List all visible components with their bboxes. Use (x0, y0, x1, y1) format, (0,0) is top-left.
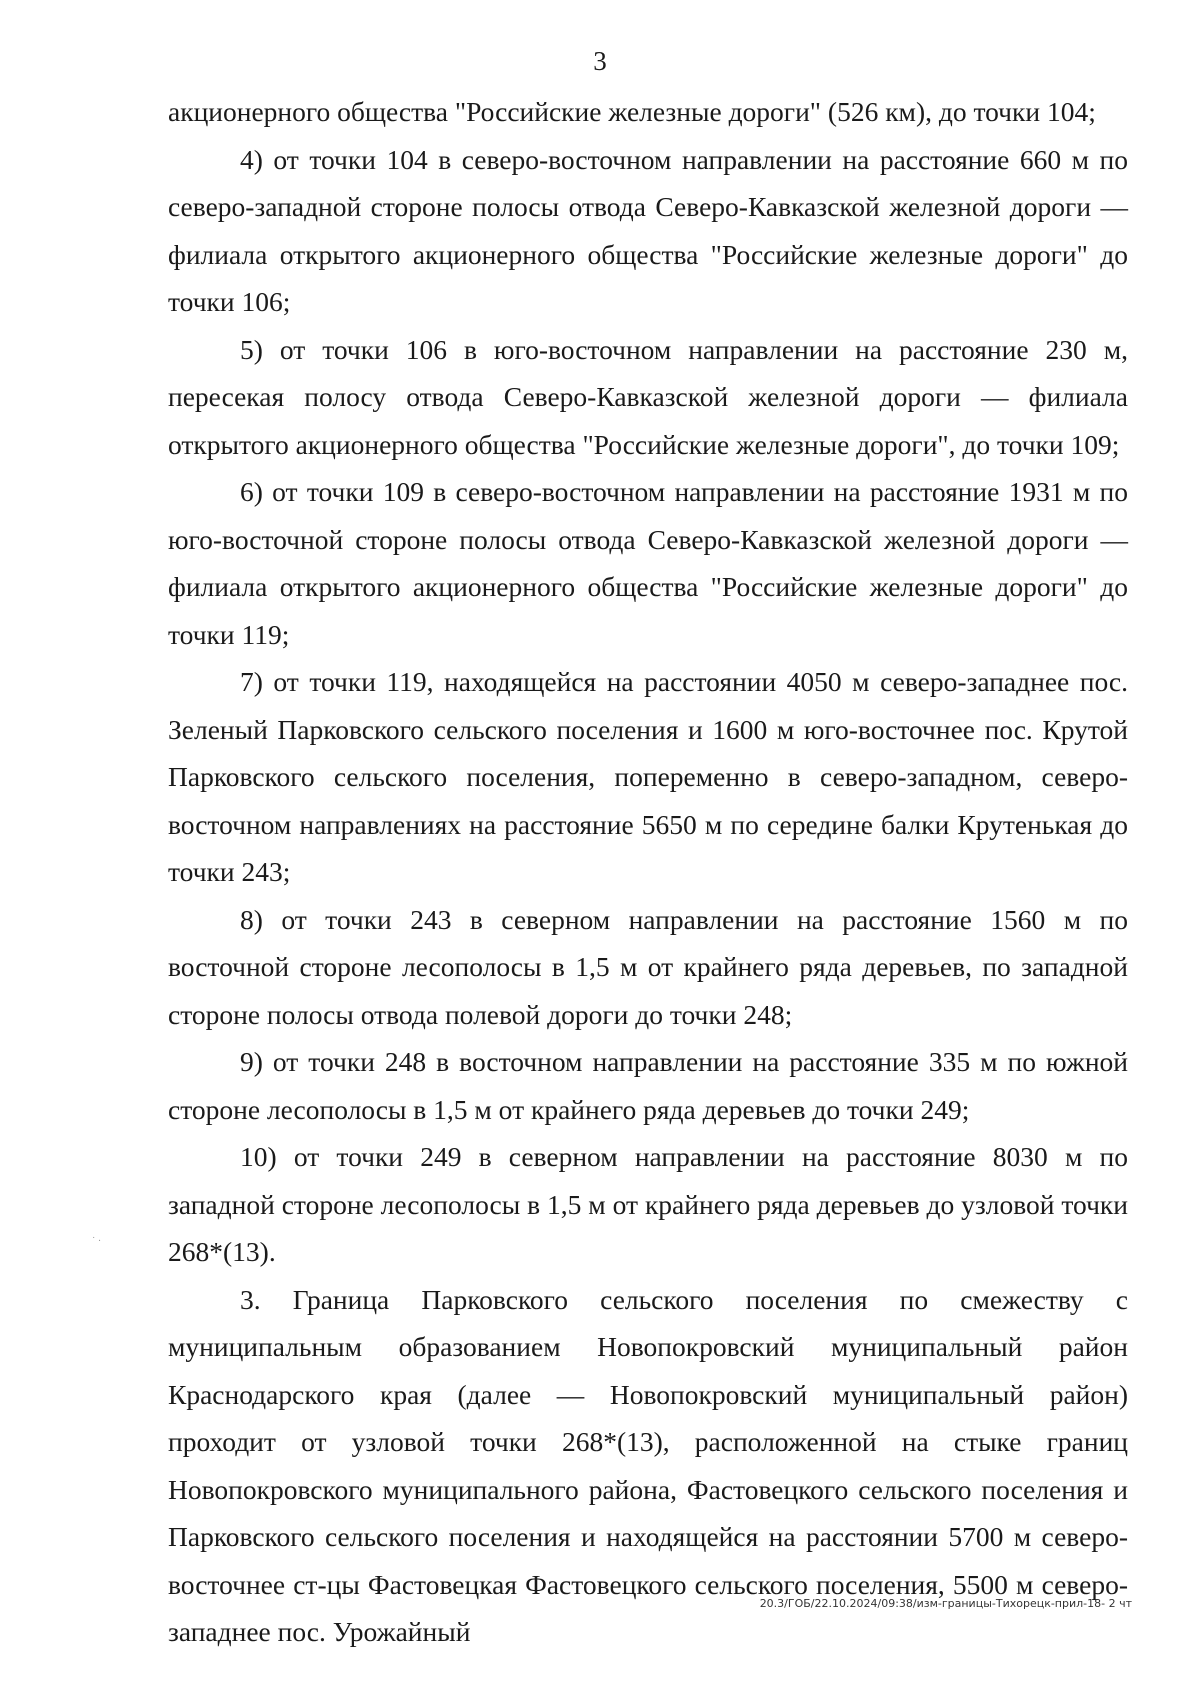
paragraph-section-3: 3. Граница Парковского сельского поселения по смежеству с муниципальным образованием Новопокровский муниципальный район Краснодарского края (далее — Новопокровский муниципальный район) проходит от узловой точки 268*(13), расположенной на стыке границ Новопокровского муниципального района, Фастовецкого сельского поселения и Парковского сельского поселения и находящейся на расстоянии 5700 м северо-восточнее ст-цы Фастовецкая Фастовецкого сельского поселения, 5500 м северо-западнее пос. Урожайный (168, 1283, 1128, 1647)
paragraph-item-9: 9) от точки 248 в восточном направлении на расстояние 335 м по южной стороне лесополосы в 1,5 м от крайнего ряда деревьев до точки 249; (168, 1046, 1128, 1125)
paragraph-item-6: 6) от точки 109 в северо-восточном направлении на расстояние 1931 м по юго-восточной стороне полосы отвода Северо-Кавказской железной дороги — филиала открытого акционерного общества "Российские железные дороги" до точки 119; (168, 476, 1128, 650)
page-number: 3 (593, 46, 607, 76)
paragraph-continuation: акционерного общества "Российские железные дороги" (526 км), до точки 104; (168, 96, 1096, 127)
scan-artifact-icon: ˙ · (92, 1236, 102, 1247)
document-body (168, 88, 1128, 1656)
paragraph-item-10: 10) от точки 249 в северном направлении на расстояние 8030 м по западной стороне лесополосы в 1,5 м от крайнего ряда деревьев до узловой точки 268*(13). (168, 1141, 1128, 1267)
paragraph-item-8: 8) от точки 243 в северном направлении на расстояние 1560 м по восточной стороне лесополосы в 1,5 м от крайнего ряда деревьев, по западной стороне полосы отвода полевой дороги до точки 248; (168, 903, 1128, 1030)
paragraph-item-4: 4) от точки 104 в северо-восточном направлении на расстояние 660 м по северо-западной стороне полосы отвода Северо-Кавказской железной дороги — филиала открытого акционерного общества "Российские железные дороги" до точки 106; (168, 143, 1128, 317)
paragraph-item-5: 5) от точки 106 в юго-восточном направлении на расстояние 230 м, пересекая полосу отвода Северо-Кавказской железной дороги — филиала открытого акционерного общества "Российские железные дороги", до точки 109; (168, 333, 1128, 460)
document-footer-code: 20.3/ГОБ/22.10.2024/09:38/изм-границы-Тихорецк-прил-18- 2 чт (759, 1597, 1132, 1610)
paragraph-item-7: 7) от точки 119, находящейся на расстоянии 4050 м северо-западнее пос. Зеленый Парковского сельского поселения и 1600 м юго-восточнее пос. Крутой Парковского сельского поселения, попеременно в северо-западном, северо-восточном направлениях на расстояние 5650 м по середине балки Крутенькая до точки 243; (168, 666, 1128, 887)
